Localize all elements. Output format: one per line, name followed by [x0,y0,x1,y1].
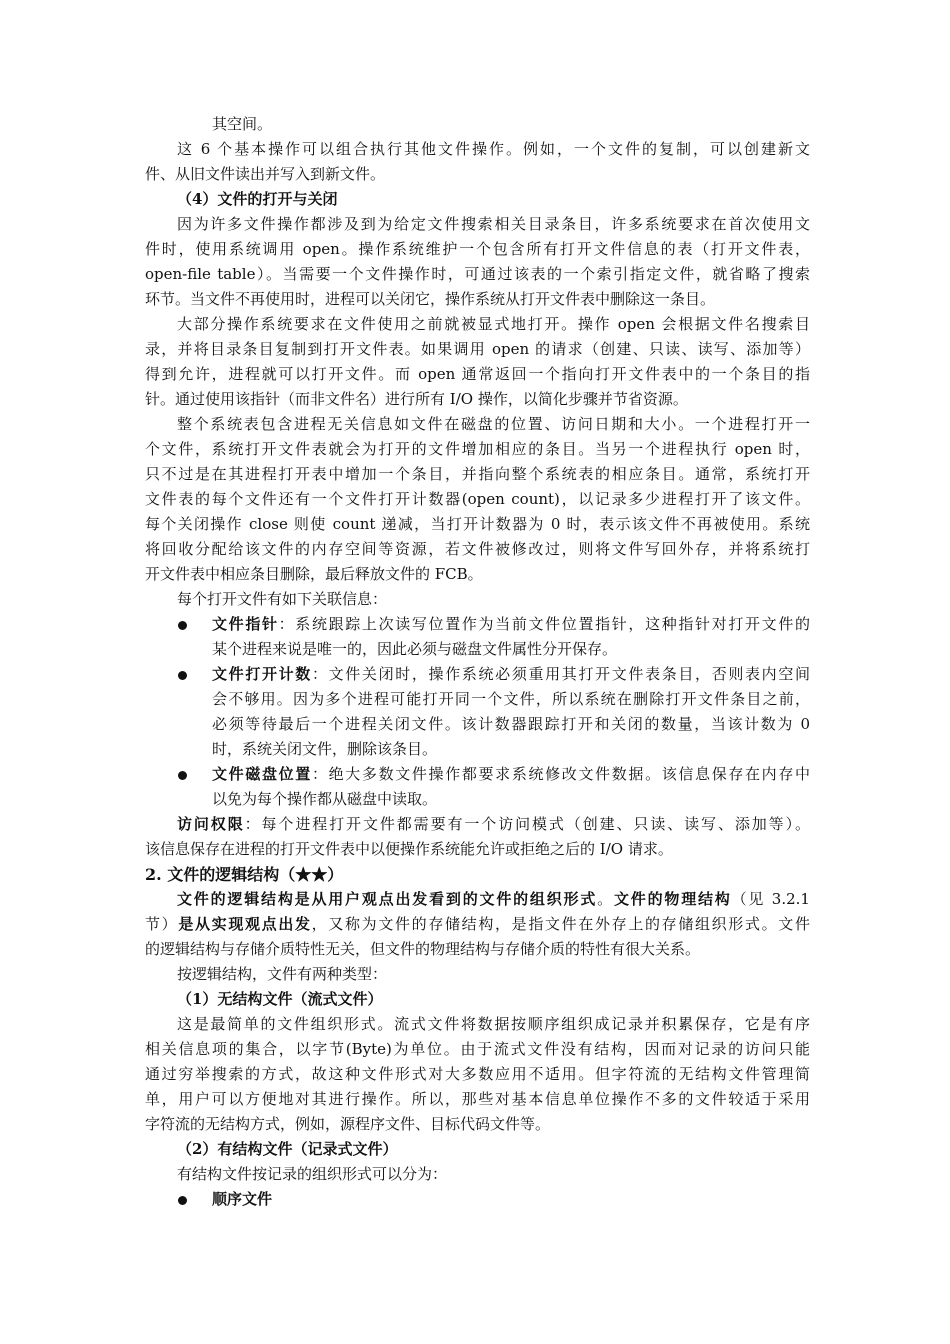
text-line: 每个打开文件有如下关联信息： [177,590,388,608]
text-span: ：每个进程打开文件都需要有一个访问模式（创建、只读、读写、添加等）。 [244,815,810,833]
bullet-icon [178,771,187,780]
text-line: 文件表的每个文件还有一个文件打开计数器(open count)，以记录多少进程打开了该文件。 [145,490,810,508]
document-page [145,112,810,1212]
text-line: 环节。当文件不再使用时，进程可以关闭它，操作系统从打开文件表中删除这一条目。 [145,290,716,308]
text-line: 按逻辑结构，文件有两种类型： [177,965,388,983]
bullet-item [145,1187,810,1212]
text-line: 其空间。 [212,115,273,133]
bullet-icon [178,621,187,630]
text-line: 因为许多文件操作都涉及到为给定文件搜索相关目录条目，许多系统要求在首次使用文 [177,215,810,233]
text-line: 有结构文件按记录的组织形式可以分为： [177,1165,448,1183]
text-line: 必须等待最后一个进程关闭文件。该计数器跟踪打开和关闭的数量，当该计数为 0 [212,715,810,733]
text-line: 大部分操作系统要求在文件使用之前就被显式地打开。操作 open 会根据文件名搜索目 [177,315,810,333]
text-line: 该信息保存在进程的打开文件表中以便操作系统能允许或拒绝之后的 I/O 请求。 [145,840,673,858]
text-line [145,812,810,837]
bullet-item [145,612,810,637]
text-line [145,912,810,937]
section-heading: 2. 文件的逻辑结构（★★） [145,865,344,884]
text-line: 只不过是在其进程打开表中增加一个条目，并指向整个系统表的相应条目。通常，系统打开 [145,465,810,483]
text-span: （见 3.2.1 [731,890,810,908]
text-line: 将回收分配给该文件的内存空间等资源，若文件被修改过，则将文件写回外存，并将系统打 [145,540,810,558]
text-line: 字符流的无结构方式，例如，源程序文件、目标代码文件等。 [145,1115,551,1133]
bullet-item [145,762,810,787]
text-line: 的逻辑结构与存储介质特性无关，但文件的物理结构与存储介质的特性有很大关系。 [145,940,701,958]
text-line: 针。通过使用该指针（而非文件名）进行所有 I/O 操作，以简化步骤并节省资源。 [145,390,688,408]
bullet-text: ：绝大多数文件操作都要求系统修改文件数据。该信息保存在内存中 [311,765,810,783]
bullet-icon [178,671,187,680]
bullet-text: ：文件关闭时，操作系统必须重用其打开文件表条目，否则表内空间 [311,665,810,683]
text-span: ，又称为文件的存储结构，是指文件在外存上的存储组织形式。文件 [311,915,810,933]
text-line: 单，用户可以方便地对其进行操作。所以，那些对基本信息单位操作不多的文件较适于采用 [145,1090,810,1108]
text-line: 通过穷举搜索的方式，故这种文件形式对大多数应用不适用。但字符流的无结构文件管理简 [145,1065,810,1083]
text-span: 。 [597,890,614,908]
text-line: 这是最简单的文件组织形式。流式文件将数据按顺序组织成记录并积累保存，它是有序 [177,1015,810,1033]
text-line: 整个系统表包含进程无关信息如文件在磁盘的位置、访问日期和大小。一个进程打开一 [177,415,810,433]
subsection-heading: （2）有结构文件（记录式文件） [177,1140,398,1158]
bullet-icon [178,1196,187,1205]
subsection-heading: （1）无结构文件（流式文件） [177,990,383,1008]
text-line: 这 6 个基本操作可以组合执行其他文件操作。例如，一个文件的复制，可以创建新文 [177,140,810,158]
text-line: 以免为每个操作都从磁盘中读取。 [212,790,438,808]
bullet-item [145,662,810,687]
bullet-term: 文件指针 [212,615,279,633]
text-line: 得到允许，进程就可以打开文件。而 open 通常返回一个指向打开文件表中的一个条目的指 [145,365,810,383]
subsection-heading: （4）文件的打开与关闭 [177,190,338,208]
emphasis: 文件的逻辑结构是从用户观点出发看到的文件的组织形式 [177,890,598,908]
text-line: 开文件表中相应条目删除，最后释放文件的 FCB。 [145,565,483,583]
text-line [145,887,810,912]
bullet-text: ：系统跟踪上次读写位置作为当前文件位置指针，这种指针对打开文件的 [278,615,810,633]
text-line: 录，并将目录条目复制到打开文件表。如果调用 open 的请求（创建、只读、读写、添加等） [145,340,810,358]
term: 访问权限 [177,815,245,833]
text-line: 会不够用。因为多个进程可能打开同一个文件，所以系统在删除打开文件条目之前， [212,690,810,708]
bullet-term: 文件磁盘位置 [212,765,312,783]
text-line: 时，系统关闭文件，删除该条目。 [212,740,438,758]
text-span: 节） [145,915,179,933]
text-line: 件时，使用系统调用 open。操作系统维护一个包含所有打开文件信息的表（打开文件表， [145,240,810,258]
text-line: 相关信息项的集合，以字节(Byte)为单位。由于流式文件没有结构，因而对记录的访问只能 [145,1040,810,1058]
text-line: 个文件，系统打开文件表就会为打开的文件增加相应的条目。当另一个进程执行 open 时， [145,440,810,458]
text-line: 每个关闭操作 close 则使 count 递减，当打开计数器为 0 时，表示该文件不再被使用。系统 [145,515,810,533]
text-line: 某个进程来说是唯一的，因此必须与磁盘文件属性分开保存。 [212,640,618,658]
bullet-term: 顺序文件 [212,1190,273,1208]
emphasis: 文件的物理结构 [613,890,732,908]
emphasis: 是从实现观点出发 [178,915,312,933]
text-line: open-file table）。当需要一个文件操作时，可通过该表的一个索引指定文件，就省略了搜索 [145,265,810,283]
text-line: 件、从旧文件读出并写入到新文件。 [145,165,386,183]
bullet-term: 文件打开计数 [212,665,312,683]
